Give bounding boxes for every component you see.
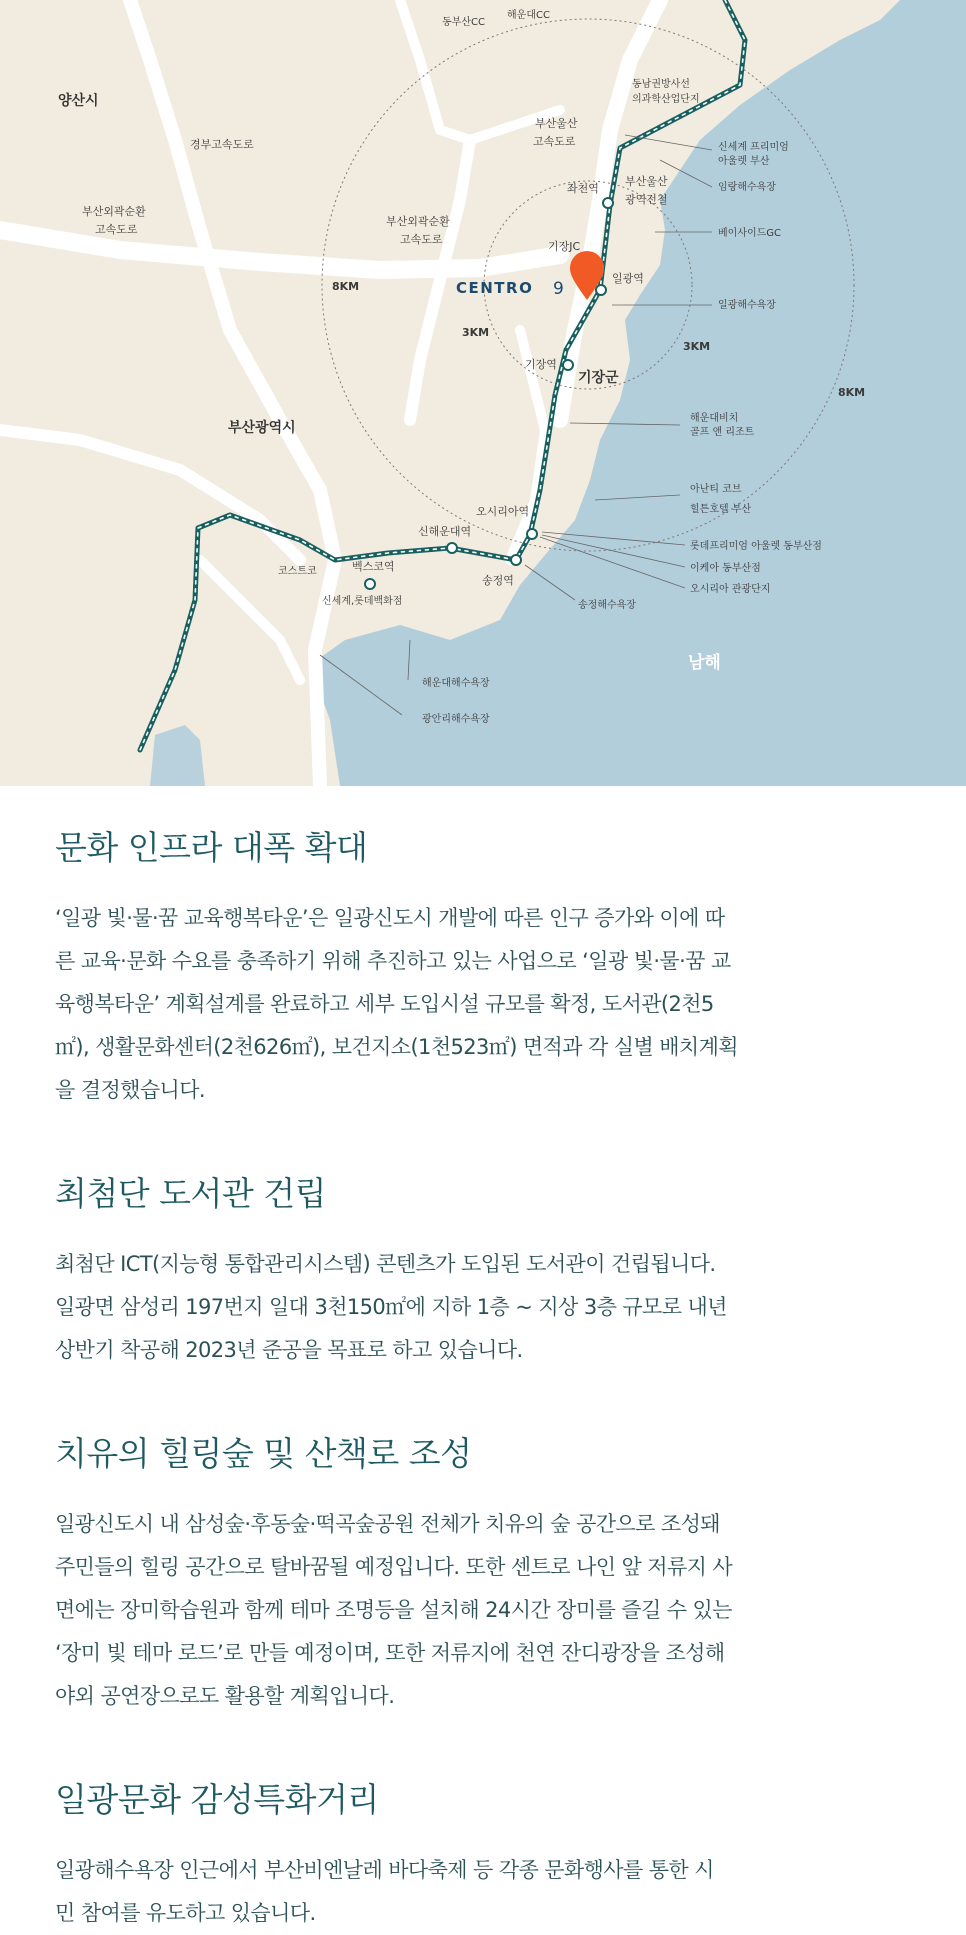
body-line: 상반기 착공해 2023년 준공을 목표로 하고 있습니다. bbox=[55, 1338, 523, 1362]
distance-3km-right: 3KM bbox=[683, 340, 711, 353]
landmark-industrial: 동남권방사선 bbox=[632, 79, 690, 90]
callout-haeundae-beach: 해운대해수욕장 bbox=[422, 678, 490, 689]
callout-osiria-complex: 오시리아 관광단지 bbox=[690, 584, 771, 595]
station-sinhaeundae-dot bbox=[447, 543, 457, 553]
section-body bbox=[55, 1503, 915, 1718]
station-label-ilgwang: 일광역 bbox=[612, 272, 644, 285]
station-label-rail-2: 광역전철 bbox=[625, 193, 668, 206]
landmark-industrial-2: 의과학산업단지 bbox=[632, 94, 700, 105]
station-label-shinsegae-lotte: 신세계,롯데백화점 bbox=[322, 596, 403, 607]
station-label-bexco: 벡스코역 bbox=[352, 560, 395, 573]
logo-suffix: 9 bbox=[553, 279, 564, 299]
road-label-gijang-jc: 기장JC bbox=[548, 240, 581, 253]
body-line: 면에는 장미학습원과 함께 테마 조명등을 설치해 24시간 장미를 즐길 수 있는 bbox=[55, 1598, 732, 1622]
body-line: 을 결정했습니다. bbox=[55, 1078, 205, 1102]
article-content bbox=[0, 786, 915, 1935]
callout-haeundae-beach-golf-2: 골프 앤 리조트 bbox=[690, 427, 755, 438]
body-line: 민 참여를 유도하고 있습니다. bbox=[55, 1901, 316, 1925]
region-busan: 부산광역시 bbox=[228, 420, 296, 436]
logo-prefix: CENTRO bbox=[456, 279, 534, 297]
station-osiria-dot bbox=[527, 529, 537, 539]
station-ilgwang-dot bbox=[596, 285, 606, 295]
body-line: 일광신도시 내 삼성숲·후동숲·떡곡숲공원 전체가 치유의 숲 공간으로 조성돼 bbox=[55, 1512, 720, 1536]
section-body bbox=[55, 1849, 915, 1935]
callout-ilgwang-beach: 일광해수욕장 bbox=[718, 300, 776, 311]
section-healing-forest bbox=[55, 1428, 915, 1718]
station-gijang-dot bbox=[563, 360, 573, 370]
section-title: 일광문화 감성특화거리 bbox=[55, 1780, 379, 1819]
distance-8km-left: 8KM bbox=[332, 280, 360, 293]
road-label-busan-ulsan: 부산울산 bbox=[535, 117, 578, 130]
station-bexco-dot bbox=[365, 579, 375, 589]
region-yangsan: 양산시 bbox=[58, 93, 99, 109]
road-label-outer-ring-left: 부산외곽순환 bbox=[82, 205, 146, 218]
section-title: 문화 인프라 대폭 확대 bbox=[55, 828, 368, 867]
callout-ikea: 이케아 동부산점 bbox=[690, 563, 761, 574]
sea-label: 남해 bbox=[688, 653, 721, 673]
section-body bbox=[55, 1243, 915, 1372]
station-label-songjeong: 송정역 bbox=[482, 574, 514, 587]
callout-ananti-cove: 아난티 코브 bbox=[690, 484, 742, 495]
body-line: 육행복타운’ 계획설계를 완료하고 세부 도입시설 규모를 확정, 도서관(2천5 bbox=[55, 992, 714, 1016]
road-label-busan-ulsan-2: 고속도로 bbox=[533, 135, 576, 148]
location-map bbox=[0, 0, 966, 786]
callout-gwangalli-beach: 광안리해수욕장 bbox=[422, 714, 490, 725]
body-line: 른 교육·문화 수요를 충족하기 위해 추진하고 있는 사업으로 ‘일광 빛·물·꿈 교 bbox=[55, 949, 731, 973]
body-line: 일광해수욕장 인근에서 부산비엔날레 바다축제 등 각종 문화행사를 통한 시 bbox=[55, 1858, 714, 1882]
callout-shinsegae-outlet-2: 아울렛 부산 bbox=[718, 156, 770, 167]
body-line: 최첨단 ICT(지능형 통합관리시스템) 콘텐츠가 도입된 도서관이 건립됩니다. bbox=[55, 1252, 716, 1276]
body-line: 주민들의 힐링 공간으로 탈바꿈될 예정입니다. 또한 센트로 나인 앞 저류지 사 bbox=[55, 1555, 733, 1579]
callout-imrang-beach: 임랑해수욕장 bbox=[718, 182, 776, 193]
body-line: ‘일광 빛·물·꿈 교육행복타운’은 일광신도시 개발에 따른 인구 증가와 이에 따 bbox=[55, 906, 725, 930]
landmark-costco: 코스트코 bbox=[278, 566, 317, 577]
landmark-haeundae-cc: 해운대CC bbox=[507, 10, 550, 21]
region-gijang-gun: 기장군 bbox=[578, 370, 619, 386]
road-label-gyeongbu: 경부고속도로 bbox=[190, 138, 254, 151]
station-jwacheon-dot bbox=[603, 198, 613, 208]
station-songjeong-dot bbox=[511, 555, 521, 565]
section-culture-infra bbox=[55, 822, 915, 1112]
landmark-dongbusan-cc: 동부산CC bbox=[442, 17, 485, 28]
road-label-outer-ring-left-2: 고속도로 bbox=[95, 223, 138, 236]
body-line: ‘장미 빛 테마 로드’로 만들 예정이며, 또한 저류지에 천연 잔디광장을 조성해 bbox=[55, 1641, 725, 1665]
section-body bbox=[55, 897, 915, 1112]
station-label-osiria: 오시리아역 bbox=[476, 505, 530, 518]
callout-songjeong-beach: 송정해수욕장 bbox=[578, 600, 636, 611]
callout-shinsegae-outlet: 신세계 프리미엄 bbox=[718, 142, 789, 153]
road-label-outer-ring-mid: 부산외곽순환 bbox=[386, 215, 450, 228]
callout-bayside-gc: 베이사이드GC bbox=[718, 228, 782, 239]
station-label-sinhaeundae: 신해운대역 bbox=[418, 525, 472, 538]
station-label-jwacheon: 좌천역 bbox=[567, 182, 599, 195]
road-label-outer-ring-mid-2: 고속도로 bbox=[400, 233, 443, 246]
section-title: 최첨단 도서관 건립 bbox=[55, 1174, 327, 1213]
body-line: 일광면 삼성리 197번지 일대 3천150㎡에 지하 1층 ~ 지상 3층 규모로 내년 bbox=[55, 1295, 727, 1319]
distance-8km-right: 8KM bbox=[838, 386, 866, 399]
station-label-rail: 부산울산 bbox=[625, 175, 668, 188]
section-culture-street bbox=[55, 1774, 915, 1935]
distance-3km-left: 3KM bbox=[462, 326, 490, 339]
section-title: 치유의 힐링숲 및 산책로 조성 bbox=[55, 1434, 472, 1473]
callout-lotte-outlet: 롯데프리미엄 아울렛 동부산점 bbox=[690, 541, 822, 552]
callout-hilton-busan: 힐튼호텔 부산 bbox=[690, 504, 752, 515]
section-library bbox=[55, 1168, 915, 1372]
body-line: 야외 공연장으로도 활용할 계획입니다. bbox=[55, 1684, 395, 1708]
station-label-gijang: 기장역 bbox=[525, 358, 557, 371]
callout-haeundae-beach-golf: 해운대비치 bbox=[690, 413, 739, 424]
body-line: ㎡), 생활문화센터(2천626㎡), 보건지소(1천523㎡) 면적과 각 실별 배치계획 bbox=[55, 1035, 738, 1059]
